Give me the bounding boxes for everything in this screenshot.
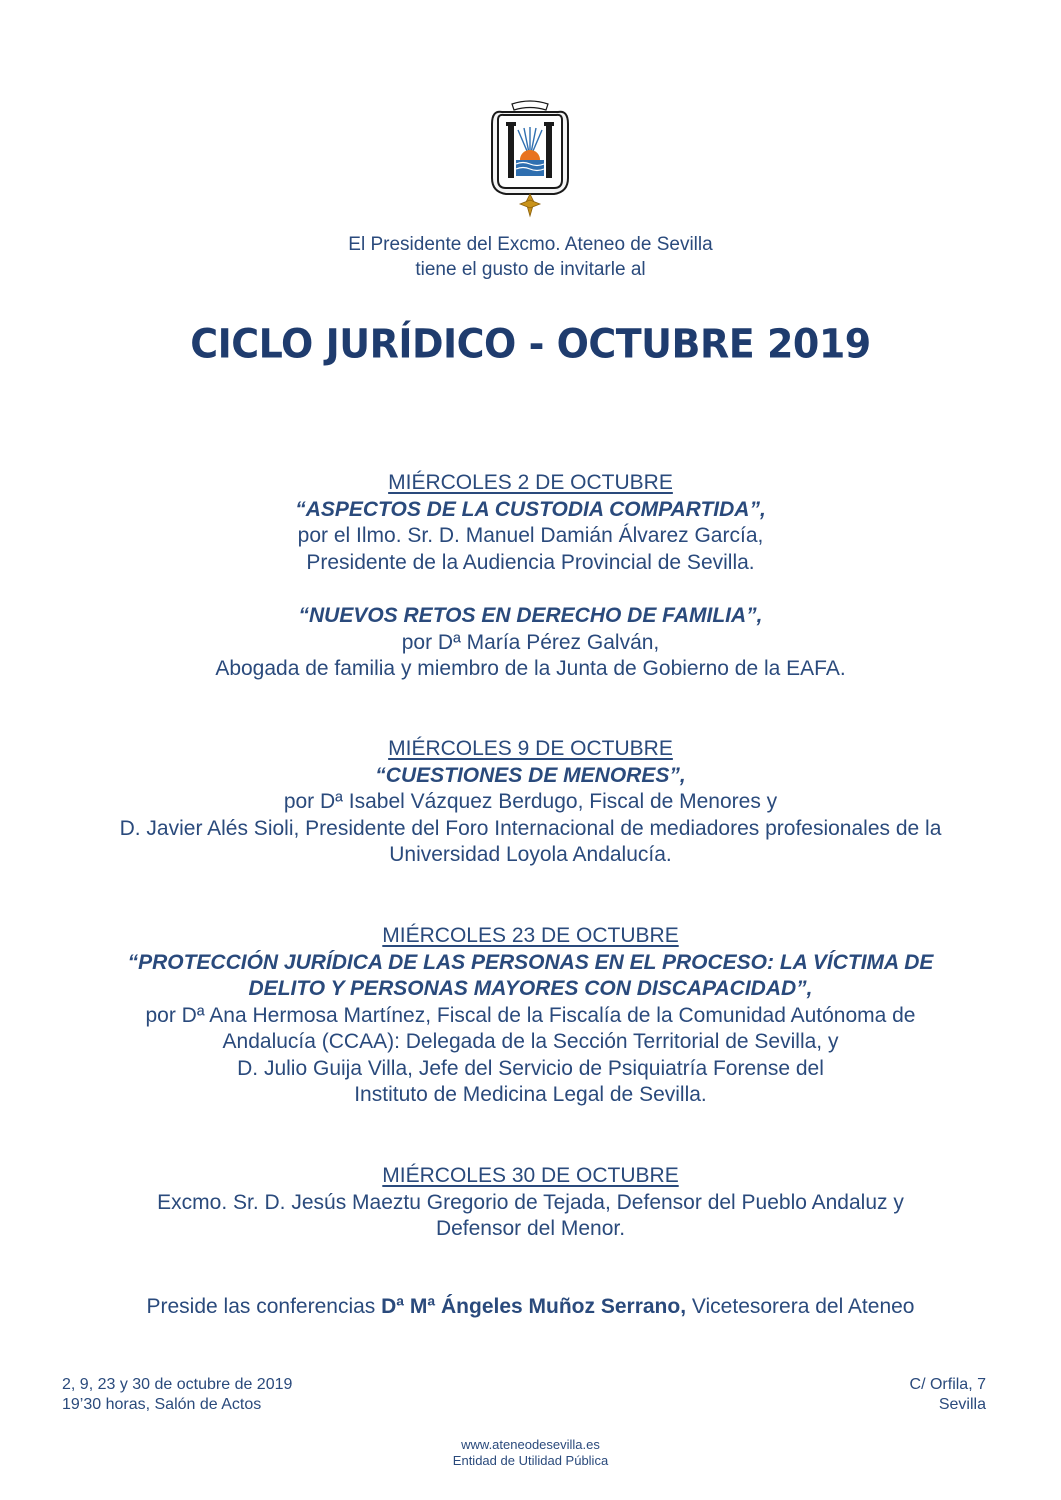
session-date: MIÉRCOLES 2 DE OCTUBRE — [388, 471, 673, 494]
footer-dates: 2, 9, 23 y 30 de octubre de 2019 — [62, 1376, 293, 1393]
talk-title: “CUESTIONES DE MENORES”, — [375, 763, 686, 787]
talk-speaker-line: Universidad Loyola Andalucía. — [389, 843, 672, 866]
entity-label: Entidad de Utilidad Pública — [452, 1453, 609, 1468]
talk-title: DELITO Y PERSONAS MAYORES CON DISCAPACIDAD”, — [248, 977, 813, 1000]
session-date: MIÉRCOLES 9 DE OCTUBRE — [388, 737, 673, 760]
talk-speaker-line: Excmo. Sr. D. Jesús Maeztu Gregorio de Tejada, Defensor del Pueblo Andaluz y — [157, 1190, 904, 1214]
intro-line-2: tiene el gusto de invitarle al — [415, 259, 646, 280]
talk-speaker-line: por Dª Isabel Vázquez Berdugo, Fiscal de Menores y — [283, 790, 778, 813]
talk-speaker-line: Abogada de familia y miembro de la Junta de Gobierno de la EAFA. — [215, 657, 846, 680]
ateneo-crest-icon — [488, 100, 572, 218]
preside-line — [0, 1295, 1061, 1319]
talk-speaker-line: D. Julio Guija Villa, Jefe del Servicio de Psiquiatría Forense del — [237, 1056, 824, 1080]
page-title: CICLO JURÍDICO - OCTUBRE 2019 — [190, 320, 871, 368]
talk-speaker-line: Presidente de la Audiencia Provincial de Sevilla. — [306, 550, 755, 574]
session-oct-23 — [0, 923, 1061, 1109]
invitation-intro — [0, 232, 1061, 282]
footer-time-place: 19’30 horas, Salón de Actos — [62, 1396, 262, 1413]
talk-speaker-line: por el Ilmo. Sr. D. Manuel Damián Álvarez García, — [297, 524, 764, 547]
session-oct-2 — [0, 470, 1061, 576]
talk-title: “ASPECTOS DE LA CUSTODIA COMPARTIDA”, — [295, 497, 766, 521]
talk-speaker-line: D. Javier Alés Sioli, Presidente del Foro Internacional de mediadores profesionales de la — [119, 816, 942, 840]
session-date: MIÉRCOLES 23 DE OCTUBRE — [382, 924, 679, 947]
footer-site — [0, 1437, 1061, 1469]
talk-title: “NUEVOS RETOS EN DERECHO DE FAMILIA”, — [298, 604, 763, 627]
footer-date-time — [62, 1375, 292, 1415]
talk-speaker-line: Andalucía (CCAA): Delegada de la Sección Territorial de Sevilla, y — [222, 1030, 839, 1053]
talk-title: “PROTECCIÓN JURÍDICA DE LAS PERSONAS EN EL PROCESO: LA VÍCTIMA DE — [127, 950, 934, 974]
session-date: MIÉRCOLES 30 DE OCTUBRE — [382, 1164, 679, 1187]
session-oct-2-talk-2 — [0, 603, 1061, 683]
footer-street: C/ Orfila, 7 — [909, 1376, 986, 1393]
website-link[interactable]: www.ateneodesevilla.es — [461, 1437, 600, 1452]
session-oct-30 — [0, 1163, 1061, 1243]
talk-speaker-line: por Dª María Pérez Galván, — [401, 630, 660, 654]
footer-address — [910, 1375, 986, 1415]
preside-prefix: Preside las conferencias — [146, 1295, 382, 1318]
talk-speaker-line: por Dª Ana Hermosa Martínez, Fiscal de la Fiscalía de la Comunidad Autónoma de — [145, 1003, 916, 1027]
preside-name: Dª Mª Ángeles Muñoz Serrano, — [381, 1295, 687, 1318]
preside-suffix: Vicetesorera del Ateneo — [686, 1295, 915, 1318]
footer-city: Sevilla — [938, 1396, 986, 1413]
talk-speaker-line: Defensor del Menor. — [435, 1217, 626, 1240]
intro-line-1: El Presidente del Excmo. Ateneo de Sevilla — [348, 234, 713, 255]
session-oct-9 — [0, 736, 1061, 869]
talk-speaker-line: Instituto de Medicina Legal de Sevilla. — [354, 1083, 707, 1106]
